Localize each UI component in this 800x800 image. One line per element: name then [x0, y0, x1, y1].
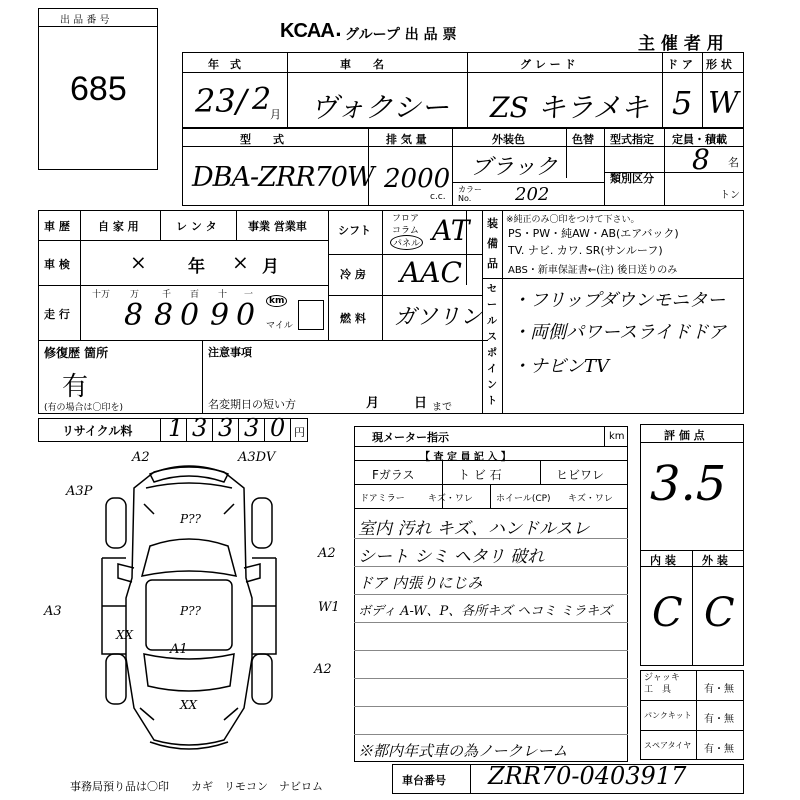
shift-value: AT	[432, 214, 470, 247]
panel-label: パネル	[390, 235, 423, 250]
rental-label: レ ン タ	[176, 220, 217, 233]
sales-point-1: ・フリップダウンモニター	[512, 290, 726, 311]
mark-a3dv: A3DV	[238, 450, 276, 465]
inspector-note-2: シート シミ ヘタリ 破れ	[358, 547, 545, 567]
mileage-digit-3: 0	[180, 298, 200, 333]
sponsor-use-label: 主 催 者 用	[638, 34, 724, 54]
mileage-digit-5: 0	[236, 298, 256, 333]
year-value: 23	[195, 82, 236, 120]
recycle-digit-4: 0	[270, 414, 286, 442]
meter-unit: km	[609, 431, 625, 442]
equipment-line2: TV. ナビ. カワ. SR(サンルーフ)	[508, 244, 663, 257]
wheel-label: ホイール(CP)	[496, 494, 551, 504]
mark-roof: P??	[180, 512, 201, 526]
recycle-unit: 円	[294, 426, 305, 439]
interior-grade: C	[652, 590, 683, 636]
model-value: DBA-ZRR70W	[192, 162, 374, 193]
color-change-label: 色替	[572, 133, 594, 146]
deadline-month: 月	[366, 396, 380, 411]
equipment-line3: ABS・新車保証書←(注) 後日送りのみ	[508, 265, 678, 276]
digit-unit-5: 一	[244, 290, 254, 300]
door-label: ド ア	[667, 58, 693, 71]
glass-chip-label: ト ビ 石	[458, 468, 502, 482]
color-value: ブラック	[470, 155, 558, 180]
chassis-label: 車台番号	[402, 774, 446, 787]
mile-label: マイル	[266, 321, 293, 331]
mark-a1: A1	[170, 642, 188, 657]
km-label: km	[266, 295, 287, 307]
recycle-label: リサイクル料	[62, 424, 133, 438]
inspection-label: 車 検	[44, 258, 70, 271]
month-suffix: 月	[270, 108, 281, 121]
lot-number: 685	[70, 70, 127, 108]
inspection-month-unit: 月	[262, 257, 279, 277]
right-doors	[252, 558, 276, 654]
header-title: グループ 出 品 票	[345, 27, 457, 43]
ac-value: AAC	[400, 256, 462, 289]
glass-label: Fガラス	[372, 468, 415, 482]
car-name-value: ヴォクシー	[310, 91, 449, 124]
inspection-year-unit: 年	[188, 257, 205, 277]
mark-side: P??	[180, 604, 201, 618]
mileage-digit-1: 8	[124, 298, 144, 333]
jack-label: ジャッキ 工 具	[644, 673, 680, 695]
fuel-label: 燃 料	[340, 312, 366, 325]
sales-point-3: ・ナビンTV	[512, 356, 610, 377]
model-label: 型 式	[240, 133, 284, 146]
recycle-digit-3: 3	[244, 414, 260, 442]
ton-label: トン	[720, 190, 740, 201]
cc-label: c.c.	[430, 192, 446, 202]
puncture-kit-options: 有・無	[704, 714, 734, 725]
designation-label: 型式指定	[610, 133, 654, 146]
mark-a3p: A3P	[66, 484, 93, 499]
inspector-note-3: ドア 内張りにじみ	[358, 574, 483, 592]
sales-point-2: ・両側パワースライドドア	[512, 322, 727, 343]
month-value: 2	[252, 82, 272, 117]
car-name-label: 車 名	[340, 58, 384, 71]
mark-a2-top: A2	[132, 450, 150, 465]
mileage-digit-2: 8	[154, 298, 174, 333]
windshield	[142, 539, 236, 576]
mile-box	[298, 300, 324, 330]
puncture-kit-label: パンクキット	[644, 711, 692, 720]
class-label: 類別区分	[610, 172, 654, 185]
business-label: 事業 営業車	[248, 220, 307, 233]
equipment-line1: PS・PW・純AW・AB(エアバック)	[508, 227, 679, 240]
interior-label: 内 装	[650, 554, 676, 567]
digit-unit-1: 万	[130, 290, 140, 300]
front-left-wheel	[106, 498, 126, 548]
recycle-digit-2: 3	[218, 414, 234, 442]
front-right-wheel	[252, 498, 272, 548]
own-use-label: 自 家 用	[98, 220, 139, 233]
rear-window	[144, 654, 234, 691]
spare-tire-options: 有・無	[704, 744, 734, 755]
digit-unit-3: 百	[190, 290, 200, 300]
inspector-note-1: 室内 汚れ キズ、ハンドルスレ	[358, 519, 590, 539]
spare-tire-label: スペアタイヤ	[644, 741, 692, 750]
door-value: 5	[672, 84, 693, 122]
deadline-made: まで	[432, 402, 452, 413]
digit-unit-4: 十	[218, 290, 228, 300]
repair-note: (有の場合は〇印を)	[44, 403, 124, 413]
front-bumper	[150, 466, 228, 482]
ac-label: 冷 房	[340, 268, 366, 281]
color-no-label: カラー No.	[458, 185, 482, 203]
mark-a2-right: A2	[318, 546, 336, 561]
mileage-digit-4: 9	[210, 298, 230, 333]
mileage-label: 走 行	[44, 308, 70, 321]
mirror-label: ドアミラー	[360, 494, 405, 504]
score-label: 評 価 点	[664, 429, 705, 442]
deadline-label: 名変期日の短い方	[208, 398, 296, 411]
mirror-options: キズ・ワレ	[428, 494, 473, 504]
history-label: 車 歴	[44, 220, 70, 233]
notes-label: 注意事項	[208, 346, 252, 359]
inspector-title: 【 査 定 員 記 入 】	[420, 452, 511, 463]
floor-label: フロア	[392, 214, 420, 224]
recycle-digit-0: 1	[168, 414, 184, 442]
grade-value: ZS キラメキ	[490, 91, 649, 124]
meter-label: 現メーター指示	[372, 431, 449, 444]
footer-note: 事務局預り品は〇印 カギ リモコン ナビロム	[70, 780, 323, 793]
displacement-value: 2000	[384, 164, 451, 194]
score-value: 3.5	[650, 456, 727, 512]
recycle-digit-1: 3	[192, 414, 208, 442]
digit-unit-2: 千	[162, 290, 172, 300]
inspector-closing: ※都内年式車の為ノークレーム	[358, 742, 568, 760]
capacity-value: 8	[692, 143, 710, 176]
mark-xx-left: XX	[116, 628, 134, 642]
mark-xx-rear: XX	[180, 698, 198, 712]
lot-label: 出 品 番 号	[60, 15, 110, 26]
brand-logo: KCAA	[280, 20, 334, 42]
hood-line	[146, 483, 232, 488]
digit-unit-0: 十万	[92, 290, 111, 300]
grade-label: グ レ ー ド	[520, 58, 576, 71]
column-label: コラム	[392, 226, 419, 236]
displacement-label: 排 気 量	[386, 133, 427, 146]
color-label: 外装色	[492, 133, 525, 146]
fuel-value: ガソリン	[394, 305, 483, 330]
shape-label: 形 状	[706, 58, 732, 71]
repair-history-label: 修復歴 箇所	[44, 346, 109, 360]
sales-point-label: セ ー ル ス ポ イ ン ト	[487, 284, 497, 407]
shift-label: シフト	[338, 224, 371, 237]
person-label: 名	[728, 156, 739, 169]
rear-right-wheel	[252, 654, 272, 704]
mark-a3-left: A3	[44, 604, 62, 619]
rear-left-wheel	[106, 654, 126, 704]
color-no-value: 202	[515, 184, 550, 205]
wheel-options: キズ・ワレ	[568, 494, 613, 504]
equipment-header: ※純正のみ〇印をつけて下さい。	[506, 215, 640, 225]
equipment-label: 装 備 品	[487, 217, 498, 270]
mark-w1: W1	[318, 600, 340, 615]
glass-crack-label: ヒビワレ	[556, 468, 605, 482]
header-dot: .	[335, 20, 342, 41]
deadline-day: 日	[414, 396, 428, 411]
year-label: 年 式	[208, 58, 241, 71]
exterior-grade: C	[704, 590, 735, 636]
mark-a2-lower: A2	[314, 662, 332, 677]
shape-value: W	[708, 86, 739, 121]
inspector-note-4: ボディ A-W、P、各所キズ ヘコミ ミラキズ	[358, 604, 613, 619]
repair-history-value: 有	[62, 372, 89, 402]
jack-options: 有・無	[704, 684, 734, 695]
capacity-label: 定員・積載	[672, 133, 727, 146]
chassis-value: ZRR70-0403917	[488, 762, 687, 790]
exterior-label: 外 装	[702, 554, 728, 567]
